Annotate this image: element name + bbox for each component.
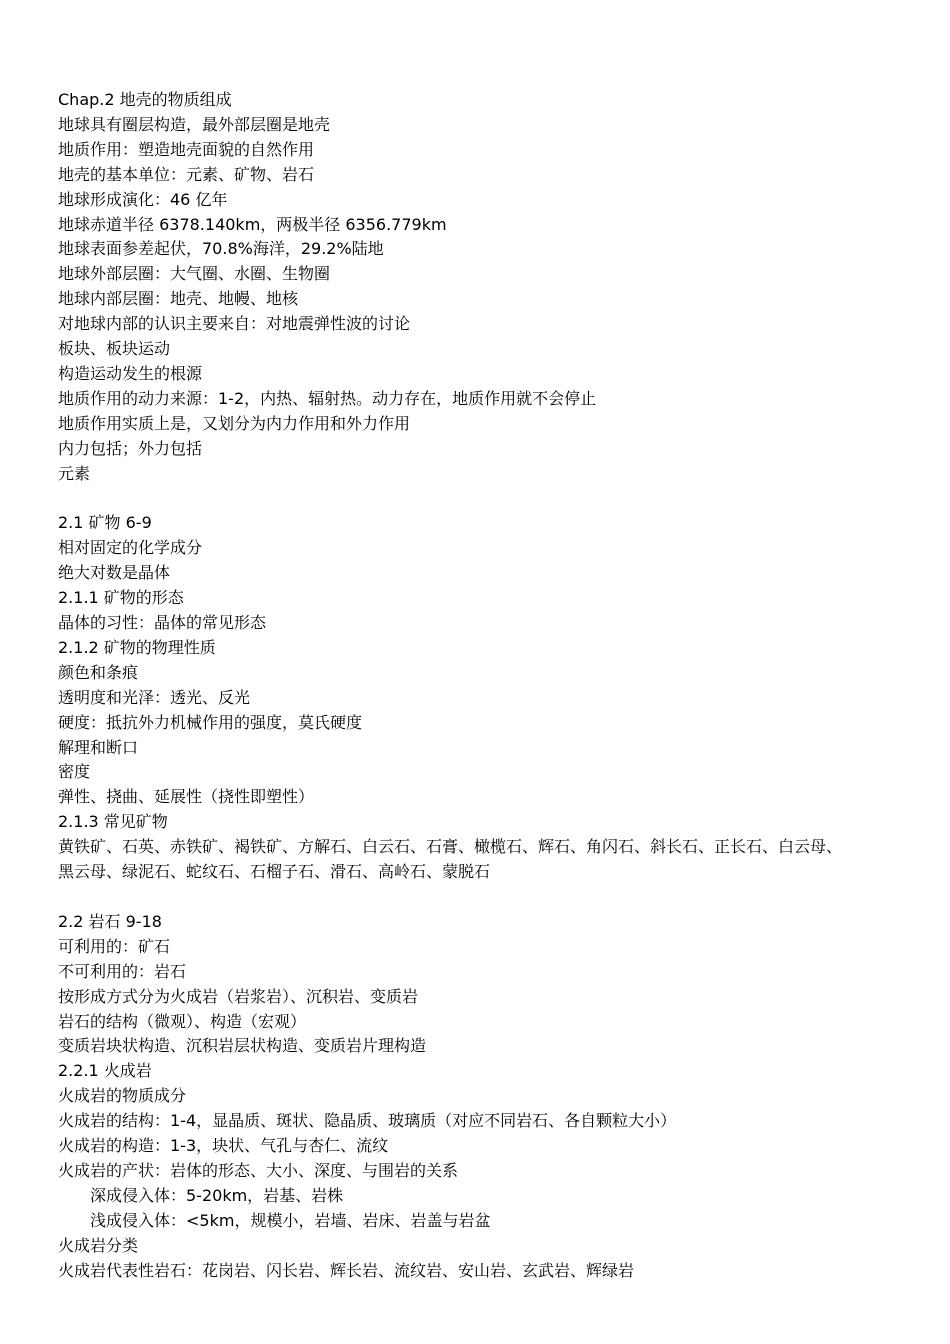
- text-line: 透明度和光泽：透光、反光: [58, 687, 251, 707]
- section-heading: 2.2 岩石 9-18: [58, 911, 162, 931]
- blank-line: [58, 885, 918, 910]
- text-line: 对地球内部的认识主要来自：对地震弹性波的讨论: [58, 314, 411, 334]
- text-line: 构造运动发生的根源: [58, 363, 203, 383]
- text-line: 颜色和条痕: [58, 662, 139, 682]
- blank-line: [58, 487, 918, 512]
- text-line: 火成岩的结构：1-4，显晶质、斑状、隐晶质、玻璃质（对应不同岩石、各自颗粒大小）: [58, 1111, 677, 1131]
- text-line: 相对固定的化学成分: [58, 538, 203, 558]
- text-line: 火成岩代表性岩石：花岗岩、闪长岩、辉长岩、流纹岩、安山岩、玄武岩、辉绿岩: [58, 1260, 635, 1280]
- text-line: 地球外部层圈：大气圈、水圈、生物圈: [58, 264, 331, 284]
- text-line: 黑云母、绿泥石、蛇纹石、石榴子石、滑石、高岭石、蒙脱石: [58, 862, 491, 882]
- text-line: 密度: [58, 762, 91, 782]
- text-line: 解理和断口: [58, 737, 139, 757]
- document-body: [58, 88, 918, 1283]
- text-line: 绝大对数是晶体: [58, 563, 171, 583]
- text-line: 地球形成演化：46 亿年: [58, 189, 228, 209]
- subsection-heading: 2.1.1 矿物的形态: [58, 588, 184, 608]
- chapter-title: Chap.2 地壳的物质组成: [58, 90, 232, 109]
- text-line: 弹性、挠曲、延展性（挠性即塑性）: [58, 787, 315, 807]
- text-line: 晶体的习性：晶体的常见形态: [58, 613, 267, 633]
- text-line: 地质作用实质上是，又划分为内力作用和外力作用: [58, 413, 411, 433]
- text-line: 火成岩的构造：1-3，块状、气孔与杏仁、流纹: [58, 1136, 389, 1156]
- subsection-heading: 2.1.2 矿物的物理性质: [58, 637, 216, 657]
- text-line: 不可利用的：岩石: [58, 961, 187, 981]
- text-line: 按形成方式分为火成岩（岩浆岩）、沉积岩、变质岩: [58, 986, 419, 1006]
- indented-text-line: 浅成侵入体：<5km，规模小，岩墙、岩床、岩盖与岩盆: [90, 1210, 491, 1230]
- text-line: 岩石的结构（微观）、构造（宏观）: [58, 1011, 307, 1031]
- text-line: 内力包括；外力包括: [58, 438, 203, 458]
- text-line: 地质作用：塑造地壳面貌的自然作用: [58, 139, 315, 159]
- subsection-heading: 2.1.3 常见矿物: [58, 812, 168, 832]
- text-line: 可利用的：矿石: [58, 936, 171, 956]
- text-line: 火成岩的产状：岩体的形态、大小、深度、与围岩的关系: [58, 1160, 459, 1180]
- text-line: 元素: [58, 463, 91, 483]
- text-line: 地球表面参差起伏，70.8%海洋，29.2%陆地: [58, 239, 384, 259]
- text-line: 变质岩块状构造、沉积岩层状构造、变质岩片理构造: [58, 1036, 427, 1056]
- text-line: 地质作用的动力来源：1-2，内热、辐射热。动力存在，地质作用就不会停止: [58, 388, 597, 408]
- text-line: 地壳的基本单位：元素、矿物、岩石: [58, 164, 315, 184]
- text-line: 硬度：抵抗外力机械作用的强度，莫氏硬度: [58, 712, 363, 732]
- text-line: 火成岩的物质成分: [58, 1086, 187, 1106]
- text-line: 地球具有圈层构造，最外部层圈是地壳: [58, 114, 331, 134]
- section-heading: 2.1 矿物 6-9: [58, 513, 152, 533]
- text-line: 火成岩分类: [58, 1235, 139, 1255]
- subsection-heading: 2.2.1 火成岩: [58, 1061, 152, 1081]
- text-line: 地球内部层圈：地壳、地幔、地核: [58, 289, 299, 309]
- indented-text-line: 深成侵入体：5-20km，岩基、岩株: [90, 1185, 344, 1205]
- text-line: 地球赤道半径 6378.140km，两极半径 6356.779km: [58, 214, 447, 234]
- text-line: 黄铁矿、石英、赤铁矿、褐铁矿、方解石、白云石、石膏、橄榄石、辉石、角闪石、斜长石、正长石、白云母、: [58, 837, 843, 857]
- text-line: 板块、板块运动: [58, 339, 171, 359]
